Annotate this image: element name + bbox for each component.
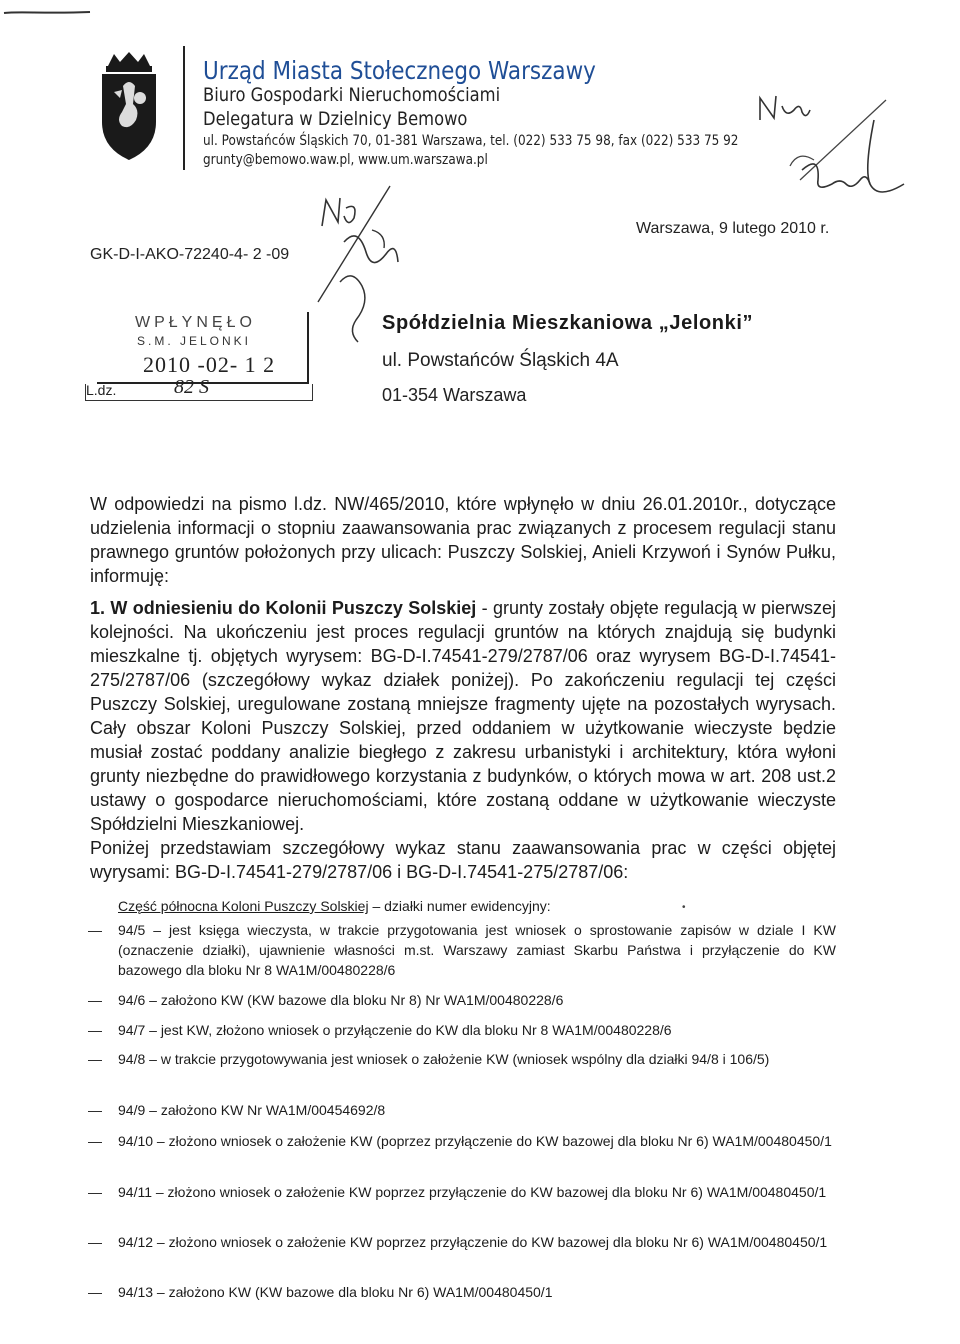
list-item bbox=[88, 990, 836, 1010]
parcel-list-heading bbox=[118, 898, 551, 914]
list-item-text: 94/9 – założono KW Nr WA1M/00454692/8 bbox=[118, 1102, 386, 1118]
list-item-text: 94/11 – złożono wniosek o założenie KW poprzez przyłączenie do KW bazowej dla bloku Nr 6) WA1M/00480450/1 bbox=[118, 1184, 827, 1200]
section-1-number: 1. bbox=[90, 598, 106, 618]
list-dash: — bbox=[88, 922, 102, 938]
stamp-ldz-row bbox=[85, 376, 313, 401]
stamp-org: S.M. JELONKI bbox=[137, 334, 252, 348]
reference-number: GK-D-I-AKO-72240-4- 2 -09 bbox=[90, 246, 290, 263]
stamp-date: 2010 -02- 1 2 bbox=[143, 352, 276, 377]
list-item-text: 94/8 – w trakcie przygotowywania jest wniosek o założenie KW (wniosek wspólny dla działki 94/8 i 106/5) bbox=[118, 1051, 770, 1067]
letter-body bbox=[90, 492, 836, 884]
list-item-text: 94/10 – złożono wniosek o założenie KW (poprzez przyłączenie do KW bazowej dla bloku Nr 6) WA1M/00480450/1 bbox=[118, 1133, 832, 1149]
recipient-street: ul. Powstańców Śląskich 4A bbox=[382, 350, 619, 371]
list-dash: — bbox=[88, 1022, 102, 1038]
stamp-ldz-label: L.dz. bbox=[86, 382, 117, 398]
stray-mark-icon: • bbox=[682, 902, 686, 913]
list-item-text: 94/5 – jest księga wieczysta, w trakcie przygotowania jest wniosek o sprostowanie zapisów w dziale I KW (oznaczenie działki), ujawnienie własności m.st. Warszawy zamiast Skarbu Państwa i przyłączenie do KW bazowego dla bloku Nr 8 WA1M/00480228/6 bbox=[118, 922, 836, 978]
list-item bbox=[88, 1049, 836, 1069]
incoming-stamp bbox=[85, 312, 315, 402]
list-item bbox=[88, 1020, 836, 1040]
detail-intro-paragraph: Poniżej przedstawiam szczegółowy wykaz stanu zaawansowania prac w części objętej wyrysami: BG-D-I.74541-279/2787/06 i BG-D-I.74541-275/2787/06: bbox=[90, 838, 836, 882]
list-item bbox=[88, 920, 836, 980]
intro-paragraph: W odpowiedzi na pismo l.dz. NW/465/2010, które wpłynęło w dniu 26.01.2010r., dotyczące udzielenia informacji o stopniu zaawansowania prac związanych z procesem regulacji stanu prawnego gruntów położonych przy ulicach: Puszczy Solskiej, Anieli Krzywoń i Synów Pułku, informuję: bbox=[90, 494, 836, 586]
list-item-text: 94/7 – jest KW, złożono wniosek o przyłączenie do KW dla bloku Nr 8 WA1M/00480228/6 bbox=[118, 1022, 672, 1038]
list-item bbox=[88, 1131, 836, 1151]
recipient-name: Spółdzielnia Mieszkaniowa „Jelonki” bbox=[382, 312, 754, 334]
stamp-frame bbox=[97, 312, 309, 384]
list-dash: — bbox=[88, 1234, 102, 1250]
list-dash: — bbox=[88, 1284, 102, 1300]
handwritten-signature-icon bbox=[690, 80, 920, 210]
list-item bbox=[88, 1182, 836, 1202]
list-item-text: 94/12 – złożono wniosek o założenie KW poprzez przyłączenie do KW bazowej dla bloku Nr 6) WA1M/00480450/1 bbox=[118, 1234, 828, 1250]
recipient-city: 01-354 Warszawa bbox=[382, 385, 527, 405]
list-dash: — bbox=[88, 992, 102, 1008]
stamp-ldz-value: 82 S bbox=[174, 376, 209, 398]
parcel-list-heading-rest: – działki numer ewidencyjny: bbox=[368, 898, 551, 914]
section-1-text: - grunty zostały objęte regulacją w pierwszej kolejności. Na ukończeniu jest proces regulacji gruntów na których znajdują się budynki mieszkalne tj. objętych wyrysem: BG-D-I.74541-279/2787/06 oraz wyrysem BG-D-I.74541-275/2787/06 (szczegółowy wykaz działek poniżej). Po zakończeniu regulacji tej części Puszczy Solskiej, uregulowane zostaną mniejsze fragmenty ujęte na pozostałych wyrysach. Cały obszar Koloni Puszczy Solskiej, przed oddaniem w użytkowanie wieczyste będzie musiał zostać poddany analizie biegłego z zakresu urbanistyki i architektury, która wyłoni grunty niezbędne do prawidłowego korzystania z budynków, o których mowa w art. 208 ust.2 ustawy o gospodarce nieruchomościami, które zostaną oddane w użytkowanie wieczyste Spółdzielni Mieszkaniowej. bbox=[90, 598, 836, 834]
list-dash: — bbox=[88, 1184, 102, 1200]
header-divider bbox=[183, 46, 185, 170]
warsaw-crest-icon bbox=[96, 52, 162, 162]
place-date: Warszawa, 9 lutego 2010 r. bbox=[636, 220, 830, 237]
stamp-title: WPŁYNĘŁO bbox=[135, 314, 256, 331]
list-item bbox=[88, 1232, 836, 1252]
list-dash: — bbox=[88, 1133, 102, 1149]
delegation-name: Delegatura w Dzielnicy Bemowo bbox=[203, 108, 468, 130]
list-dash: — bbox=[88, 1102, 102, 1118]
list-item-text: 94/6 – założono KW (KW bazowe dla bloku Nr 8) Nr WA1M/00480228/6 bbox=[118, 992, 564, 1008]
parcel-list-heading-underlined: Część północna Koloni Puszczy Solskiej bbox=[118, 898, 369, 914]
list-item bbox=[88, 1100, 836, 1120]
section-1-paragraph bbox=[90, 596, 836, 836]
list-dash: — bbox=[88, 1051, 102, 1067]
handwritten-approval-icon bbox=[300, 182, 420, 362]
office-address: ul. Powstańców Śląskich 70, 01-381 Warszawa, tel. (022) 533 75 98, fax (022) 533 75 92 bbox=[203, 133, 739, 149]
section-1-heading: W odniesieniu do Kolonii Puszczy Solskiej bbox=[110, 598, 477, 618]
bureau-name: Biuro Gospodarki Nieruchomościami bbox=[203, 84, 501, 106]
office-contact: grunty@bemowo.waw.pl, www.um.warszawa.pl bbox=[203, 152, 488, 168]
scan-mark bbox=[2, 8, 92, 18]
list-item bbox=[88, 1282, 836, 1302]
office-name: Urząd Miasta Stołecznego Warszawy bbox=[203, 56, 596, 85]
list-item-text: 94/13 – założono KW (KW bazowe dla bloku Nr 6) WA1M/00480450/1 bbox=[118, 1284, 553, 1300]
